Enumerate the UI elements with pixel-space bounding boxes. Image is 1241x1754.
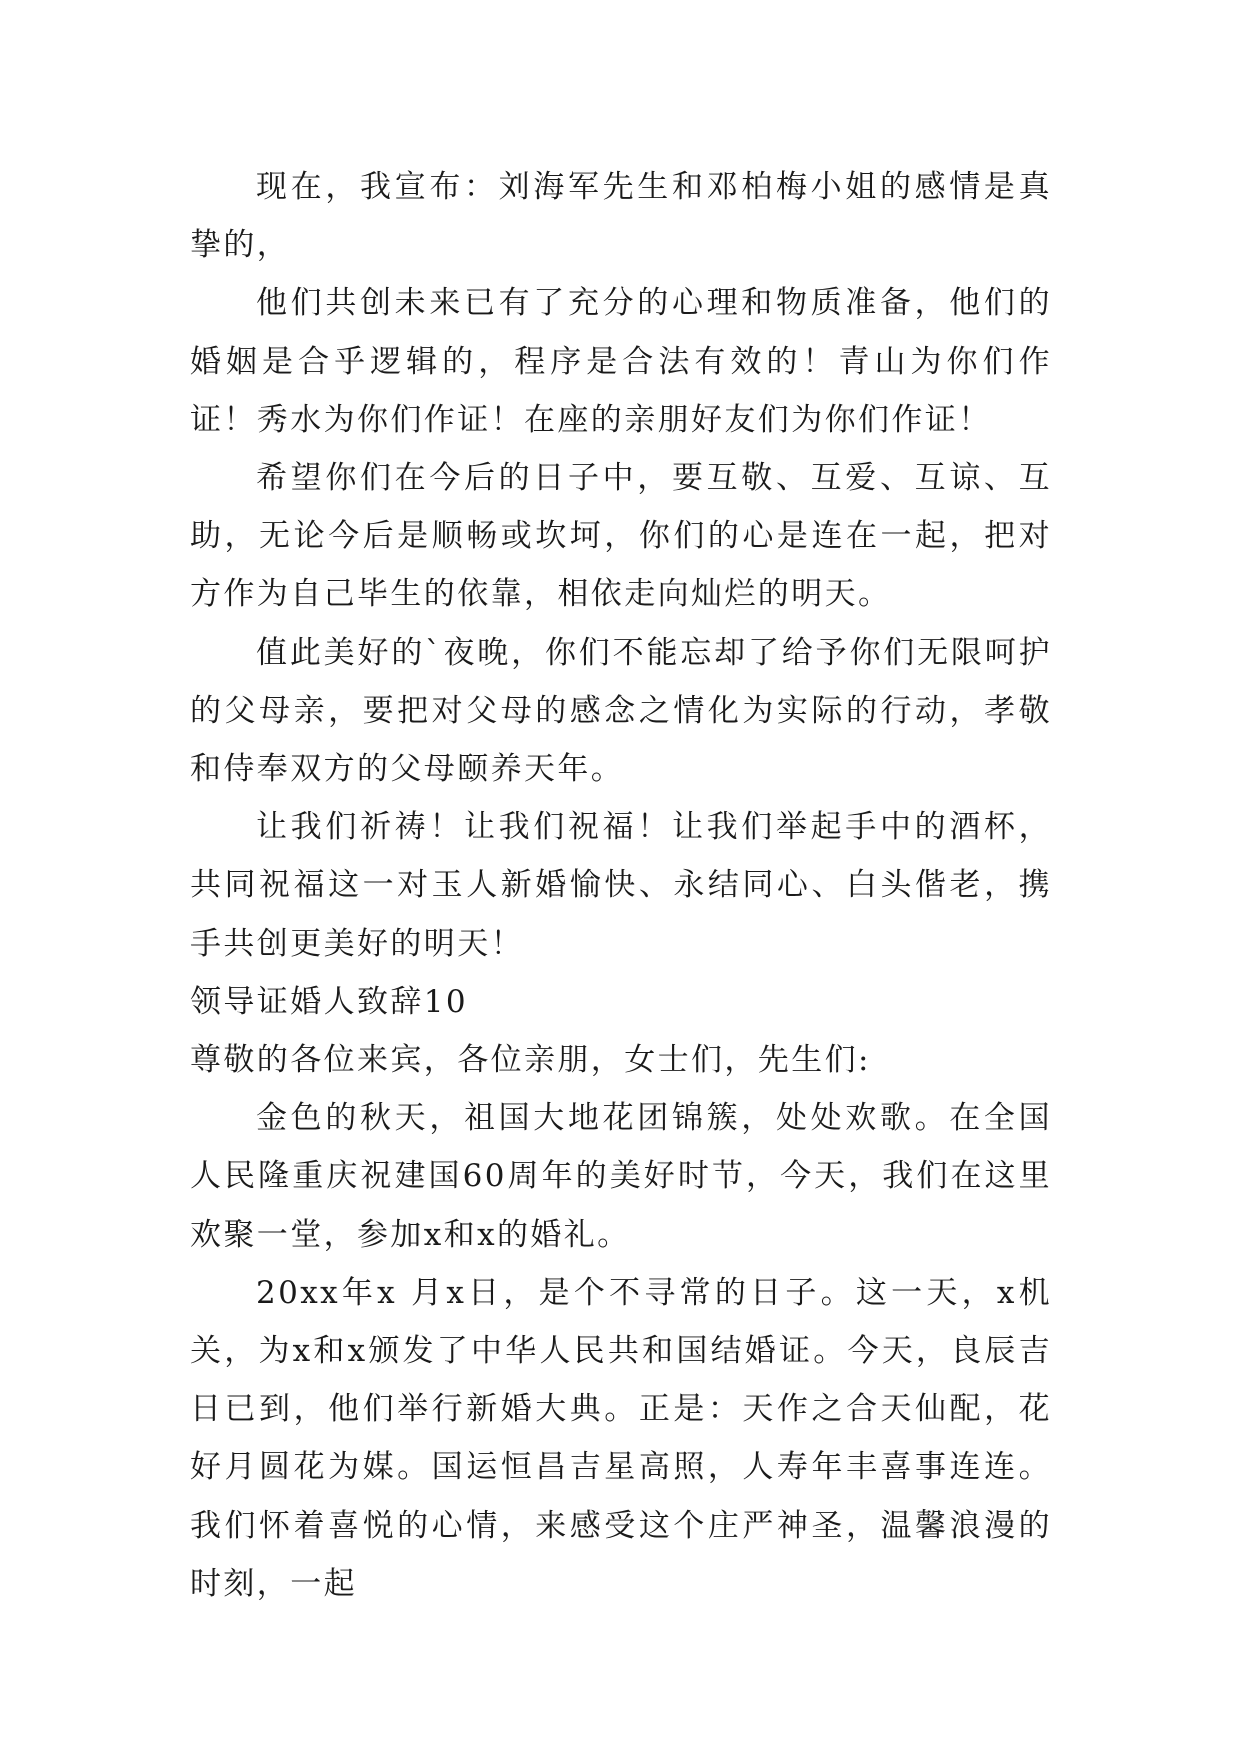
paragraph-witness: 他们共创未来已有了充分的心理和物质准备，他们的婚姻是合乎逻辑的，程序是合法有效的！青山为你们作证！秀水为你们作证！在座的亲朋好友们为你们作证！: [190, 285, 1052, 438]
paragraph-wishes: 希望你们在今后的日子中，要互敬、互爱、互谅、互助，无论今后是顺畅或坎坷，你们的心是连在一起，把对方作为自己毕生的依靠，相依走向灿烂的明天。: [190, 460, 1052, 613]
paragraph-autumn: 金色的秋天，祖国大地花团锦簇，处处欢歌。在全国人民隆重庆祝建国60周年的美好时节，今天，我们在这里欢聚一堂，参加x和x的婚礼。: [190, 1100, 1052, 1253]
paragraph-toast: 让我们祈祷！让我们祝福！让我们举起手中的酒杯，共同祝福这一对玉人新婚愉快、永结同心、白头偕老，携手共创更美好的明天！: [190, 809, 1052, 962]
paragraph-parents: 值此美好的`夜晚，你们不能忘却了给予你们无限呵护的父母亲，要把对父母的感念之情化为实际的行动，孝敬和侍奉双方的父母颐养天年。: [190, 634, 1052, 788]
paragraph-ceremony: 20xx年x 月x日，是个不寻常的日子。这一天，x机关，为x和x颁发了中华人民共和国结婚证。今天，良辰吉日已到，他们举行新婚大典。正是：天作之合天仙配，花好月圆花为媒。国运恒昌吉星高照，人寿年丰喜事连连。我们怀着喜悦的心情，来感受这个庄严神圣，温馨浪漫的时刻，一起: [190, 1274, 1052, 1602]
document-body: [190, 158, 1052, 1613]
greeting: 尊敬的各位来宾，各位亲朋，女士们，先生们:: [190, 1042, 871, 1079]
paragraph-declaration: 现在，我宣布：刘海军先生和邓柏梅小姐的感情是真挚的，: [190, 169, 1052, 264]
section-title: 领导证婚人致辞10: [190, 983, 469, 1020]
